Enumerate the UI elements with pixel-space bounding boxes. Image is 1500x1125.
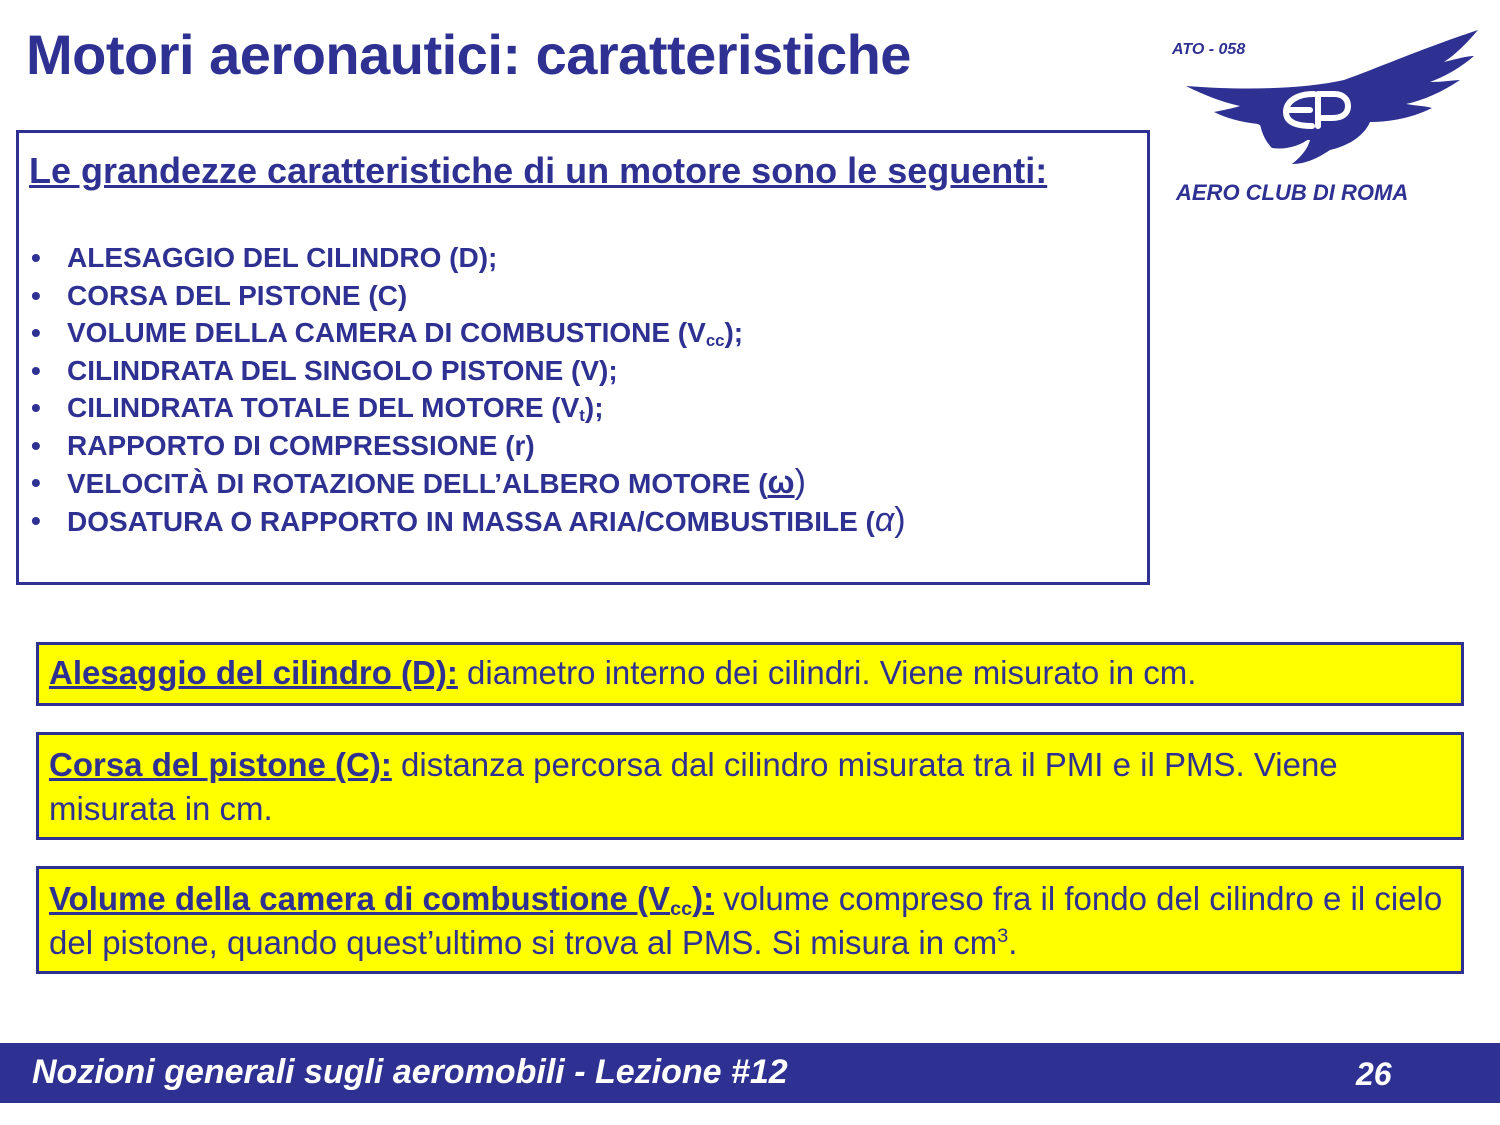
definition-combustion-volume — [36, 866, 1464, 974]
page-number: 26 — [1356, 1056, 1392, 1092]
list-item-text: DOSATURA O RAPPORTO IN MASSA ARIA/COMBUSTIBILE ( — [67, 505, 875, 537]
intro-heading: Le grandezze caratteristiche di un motore sono le seguenti: — [29, 150, 1048, 191]
bullet-icon: • — [31, 242, 41, 273]
characteristics-list — [29, 239, 1137, 539]
list-item-text: ALESAGGIO DEL CILINDRO (D); — [67, 242, 498, 273]
list-item — [29, 239, 1137, 277]
list-item — [29, 277, 1137, 315]
list-item — [29, 502, 1137, 540]
omega-symbol: ω — [767, 464, 795, 500]
footer-bar — [0, 1043, 1500, 1103]
definition-text: distanza percorsa dal cilindro misurata tra il PMI e il PMS. Viene misurata in cm. — [49, 746, 1338, 827]
bullet-icon: • — [31, 429, 41, 461]
bullet-icon: • — [31, 392, 41, 423]
definition-term-end: ): — [692, 880, 715, 917]
list-item-subscript: t — [579, 406, 585, 426]
list-item-text-end: ); — [584, 392, 604, 423]
bullet-icon: • — [31, 467, 41, 498]
characteristics-box — [16, 130, 1150, 585]
list-item-text: VOLUME DELLA CAMERA DI COMBUSTIONE (V — [67, 317, 706, 348]
list-item — [29, 352, 1137, 390]
bullet-icon: • — [31, 354, 41, 386]
list-item-text: VELOCITÀ DI ROTAZIONE DELL’ALBERO MOTORE ( — [67, 468, 768, 499]
list-item — [29, 427, 1137, 465]
list-item-text: CILINDRATA TOTALE DEL MOTORE (V — [67, 392, 580, 423]
bullet-icon: • — [31, 279, 41, 311]
list-item-text: CILINDRATA DEL SINGOLO PISTONE (V); — [67, 354, 618, 386]
definition-stroke — [36, 732, 1464, 840]
alpha-symbol: α — [874, 500, 895, 539]
list-item — [29, 464, 1137, 502]
definition-term — [49, 880, 715, 920]
definition-term: Corsa del pistone (C): — [49, 746, 392, 783]
footer-title: Nozioni generali sugli aeromobili - Lezione #12 — [32, 1053, 788, 1091]
list-item-text: CORSA DEL PISTONE (C) — [67, 279, 408, 311]
logo-code-text: ATO - 058 — [1172, 41, 1246, 58]
aero-club-logo — [1168, 28, 1486, 214]
definition-bore — [36, 642, 1464, 706]
slide-title: Motori aeronautici: caratteristiche — [26, 23, 911, 86]
definition-text: volume compreso fra il fondo del cilindro e il cielo del pistone, quando quest’ultimo si trova al PMS. Si misura in cm — [49, 880, 1443, 961]
list-item — [29, 314, 1137, 352]
bullet-icon: • — [31, 504, 41, 536]
definition-term-text: Volume della camera di combustione (V — [49, 880, 671, 917]
bullet-icon: • — [31, 317, 41, 348]
definition-text-end: . — [1008, 924, 1018, 961]
list-item-text-end: ) — [794, 463, 806, 501]
list-item-text-end: ) — [894, 500, 906, 539]
logo-name-text: AERO CLUB DI ROMA — [1176, 180, 1409, 205]
definition-term-subscript: cc — [670, 897, 693, 920]
list-item-subscript: cc — [705, 331, 725, 351]
list-item — [29, 389, 1137, 427]
definition-term: Alesaggio del cilindro (D): — [49, 654, 458, 691]
definition-text: diametro interno dei cilindri. Viene misurato in cm. — [457, 654, 1197, 691]
list-item-text-end: ); — [724, 317, 744, 348]
definition-superscript: 3 — [997, 925, 1009, 948]
list-item-text: RAPPORTO DI COMPRESSIONE (r) — [67, 429, 535, 461]
